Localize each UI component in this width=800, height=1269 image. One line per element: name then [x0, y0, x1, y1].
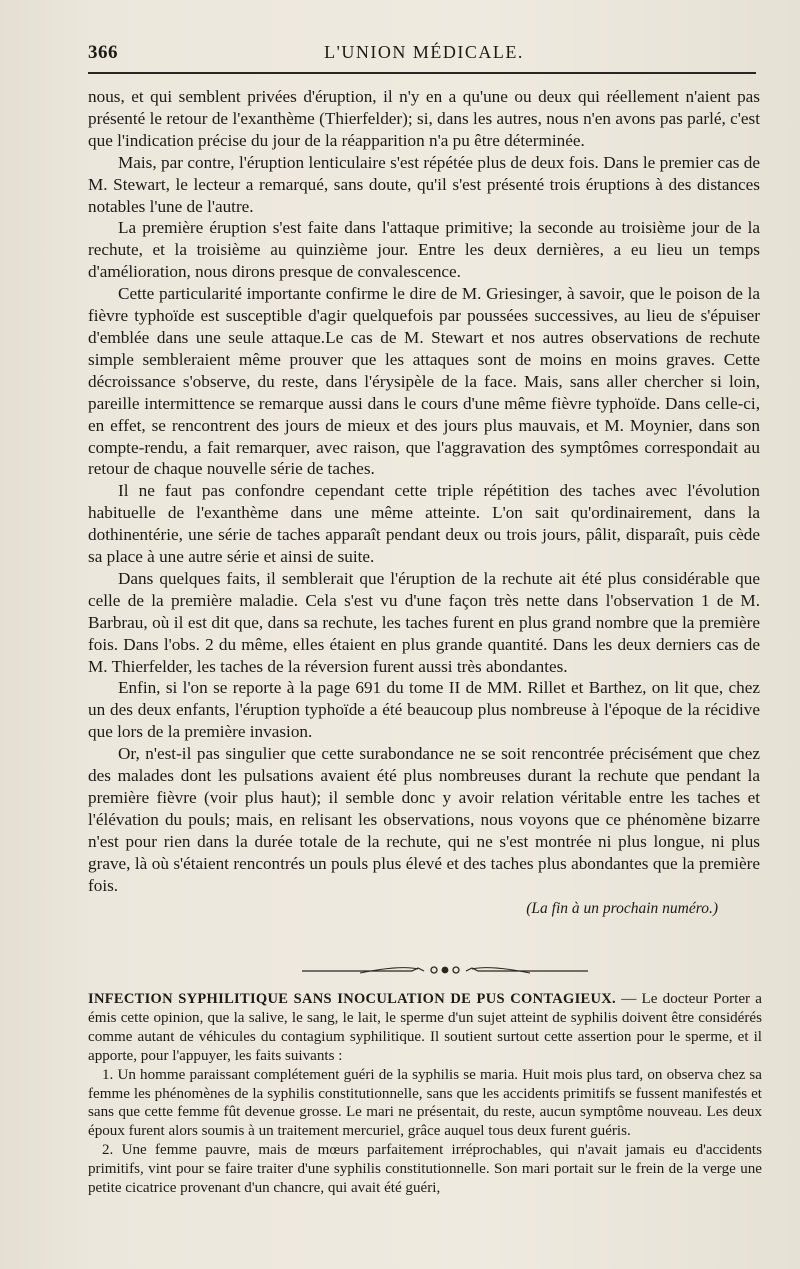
news-intro-text: — Le docteur Porter a émis cette opinion, que la salive, le sang, le lait, le sperme d'un sujet atteint de syphilis doivent être considérés comme autant de véhicules du contagium syphilitique. Il soutient surtout cette assertion pour le sperme, et il apporte, pour l'appuyer, les faits suivants :: [88, 991, 762, 1064]
page-header: [88, 36, 760, 76]
running-title: L'UNION MÉDICALE.: [324, 42, 524, 62]
news-item: [88, 990, 762, 1198]
paragraph: Dans quelques faits, il semblerait que l'éruption de la rechute ait été plus considérable que celle de la première maladie. Cela s'est vu d'une façon très nette dans l'observation 1 de M. Barbrau, où il est dit que, dans sa rechute, les taches furent en plus grand nombre que la première fois. Dans l'obs. 2 du même, elles étaient en plus grande quantité. Dans les deux derniers cas de M. Thierfelder, les taches de la réversion furent aussi très abondantes.: [88, 568, 760, 676]
paragraph: Cette particularité importante confirme le dire de M. Griesinger, à savoir, que le poison de la fièvre typhoïde est susceptible d'agir quelquefois par poussées successives, au lieu de s'épuiser d'emblée dans une seule attaque.Le cas de M. Stewart et nos autres observations de rechute simple sembleraient même prouver que les attaques sont de moins en moins graves. Cette décroissance s'observe, du reste, dans l'érysipèle de la face. Mais, sans aller chercher si loin, pareille intermittence se remarque aussi dans le cours d'une même fièvre typhoïde. Dans celle-ci, en effet, se rencontrent des jours de mieux et des jours plus mauvais, et M. Moynier, dans son compte-rendu, a fait remarquer, avec raison, que l'aggravation des symptômes correspondait au retour de chaque nouvelle série de taches.: [88, 284, 760, 479]
case-item: 1. Un homme paraissant complétement guéri de la syphilis se maria. Huit mois plus tard, on observa chez sa femme les phénomènes de la syphilis constitutionnelle, sans que les accidents primitifs se fussent manifestés et sans que cette femme fût devenue grosse. Le mari ne présentait, du reste, aucun symptôme nouveau. Les deux époux furent alors soumis à un traitement mercuriel, grâce auquel tous deux furent guéris.: [88, 1066, 762, 1140]
page-number: 366: [88, 42, 118, 63]
section-heading: INFECTION SYPHILITIQUE SANS INOCULATION DE PUS CONTAGIEUX.: [88, 991, 616, 1007]
paragraph: Or, n'est-il pas singulier que cette surabondance ne se soit rencontrée précisément que chez des malades dont les pulsations avaient été plus nombreuses durant la rechute que pendant la première fièvre (voir plus haut); il semble donc y avoir relation véritable entre les taches et l'élévation du pouls; mais, en relisant les observations, nous voyons que ce phénomène bizarre n'est pour rien dans la durée totale de la rechute, qui ne s'est montrée ni plus longue, ni plus grave, là où s'étaient rencontrés un pouls plus élevé et des taches plus abondantes que la première fois.: [88, 744, 760, 895]
paragraph: Enfin, si l'on se reporte à la page 691 du tome II de MM. Rillet et Barthez, on lit que, chez un des deux enfants, l'éruption typhoïde a été beaucoup plus nombreuse à l'époque de la récidive que lors de la première invasion.: [88, 678, 760, 742]
case-item: 2. Une femme pauvre, mais de mœurs parfaitement irréprochables, qui n'avait jamais eu d'accidents primitifs, vint pour se faire traiter d'une syphilis constitutionnelle. Son mari portait sur le frein de la verge une petite cicatrice provenant d'un chancre, qui avait été guéri,: [88, 1142, 762, 1197]
header-rule: [88, 72, 756, 74]
continuation-note: (La fin à un prochain numéro.): [526, 899, 718, 917]
article-body: [88, 86, 760, 919]
paragraph: Mais, par contre, l'éruption lenticulaire s'est répétée plus de deux fois. Dans le premier cas de M. Stewart, le lecteur a remarqué, sans doute, qu'il s'est présenté trois éruptions à des distances notables l'une de l'autre.: [88, 152, 760, 216]
paragraph: nous, et qui semblent privées d'éruption, il n'y en a qu'une ou deux qui réellement n'aient pas présenté le retour de l'exanthème (Thierfelder); si, dans les autres, nous n'en avons pas parlé, c'est que l'indication précise du jour de la réapparition n'a pu être déterminée.: [88, 87, 760, 150]
paragraph: La première éruption s'est faite dans l'attaque primitive; la seconde au troisième jour de la rechute, et la troisième au quinzième jour. Entre les deux dernières, a eu lieu un temps d'amélioration, nous dirons presque de convalescence.: [88, 218, 760, 282]
section-divider-ornament: [300, 962, 590, 976]
news-intro: [88, 990, 762, 1066]
paragraph: Il ne faut pas confondre cependant cette triple répétition des taches avec l'évolution habituelle de l'exanthème dans une même atteinte. L'on sait qu'ordinairement, dans la dothinentérie, une série de taches apparaît pendant deux ou trois jours, pâlit, disparaît, puis cède sa place à une autre série et ainsi de suite.: [88, 481, 760, 567]
